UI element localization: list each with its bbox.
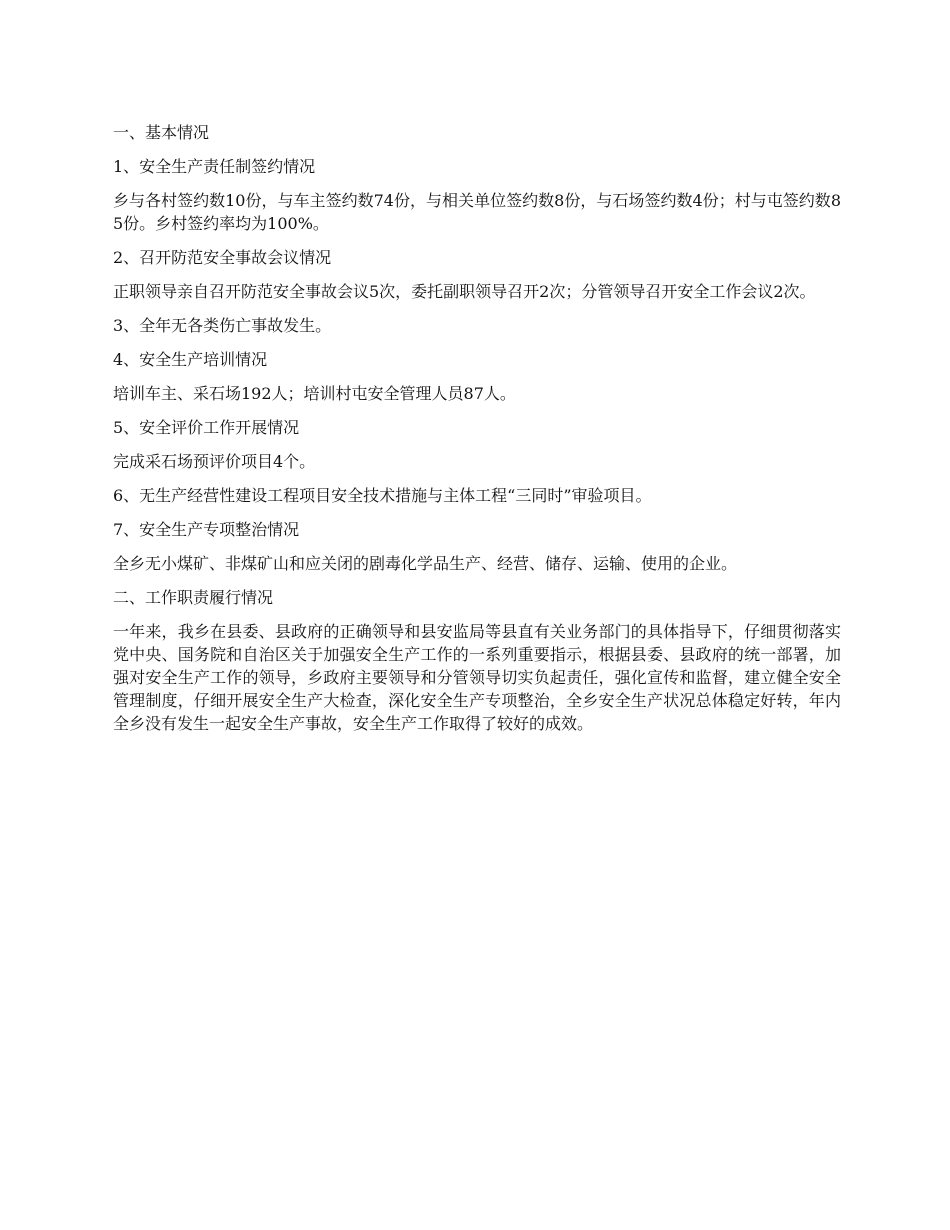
paragraph-training-counts: 培训车主、采石场192人；培训村屯安全管理人员87人。 (113, 384, 516, 403)
subheading-special-rectification: 7、安全生产专项整治情况 (113, 520, 300, 539)
subheading-safety-meetings: 2、召开防范安全事故会议情况 (113, 248, 332, 267)
subheading-safety-evaluation: 5、安全评价工作开展情况 (113, 418, 300, 437)
item-no-casualties: 3、全年无各类伤亡事故发生。 (113, 316, 332, 335)
section-heading-basic-situation: 一、基本情况 (113, 123, 210, 142)
paragraph-evaluation-count: 完成采石场预评价项目4个。 (113, 452, 316, 471)
section-heading-duty-performance: 二、工作职责履行情况 (113, 588, 274, 607)
paragraph-meeting-counts: 正职领导亲自召开防范安全事故会议5次，委托副职领导召开2次；分管领导召开安全工作会议2次。 (113, 282, 816, 301)
paragraph-duty-performance: 一年来，我乡在县委、县政府的正确领导和县安监局等县直有关业务部门的具体指导下，仔细贯彻落实党中央、国务院和自治区关于加强安全生产工作的一系列重要指示，根据县委、县政府的统一部署，加强对安全生产工作的领导，乡政府主要领导和分管领导切实负起责任，强化宣传和监督，建立健全安全管理制度，仔细开展安全生产大检查，深化安全生产专项整治，全乡安全生产状况总体稳定好转，年内全乡没有发生一起安全生产事故，安全生产工作取得了较好的成效。 (113, 622, 841, 733)
subheading-responsibility-signing: 1、安全生产责任制签约情况 (113, 157, 316, 176)
item-three-simultaneous: 6、无生产经营性建设工程项目安全技术措施与主体工程“三同时”审验项目。 (113, 486, 652, 505)
subheading-safety-training: 4、安全生产培训情况 (113, 350, 268, 369)
paragraph-signing-counts: 乡与各村签约数10份，与车主签约数74份，与相关单位签约数8份，与石场签约数4份；村与屯签约数85份。乡村签约率均为100%。 (113, 191, 841, 233)
document-page (113, 121, 841, 746)
paragraph-rectification: 全乡无小煤矿、非煤矿山和应关闭的剧毒化学品生产、经营、储存、运输、使用的企业。 (113, 554, 738, 573)
